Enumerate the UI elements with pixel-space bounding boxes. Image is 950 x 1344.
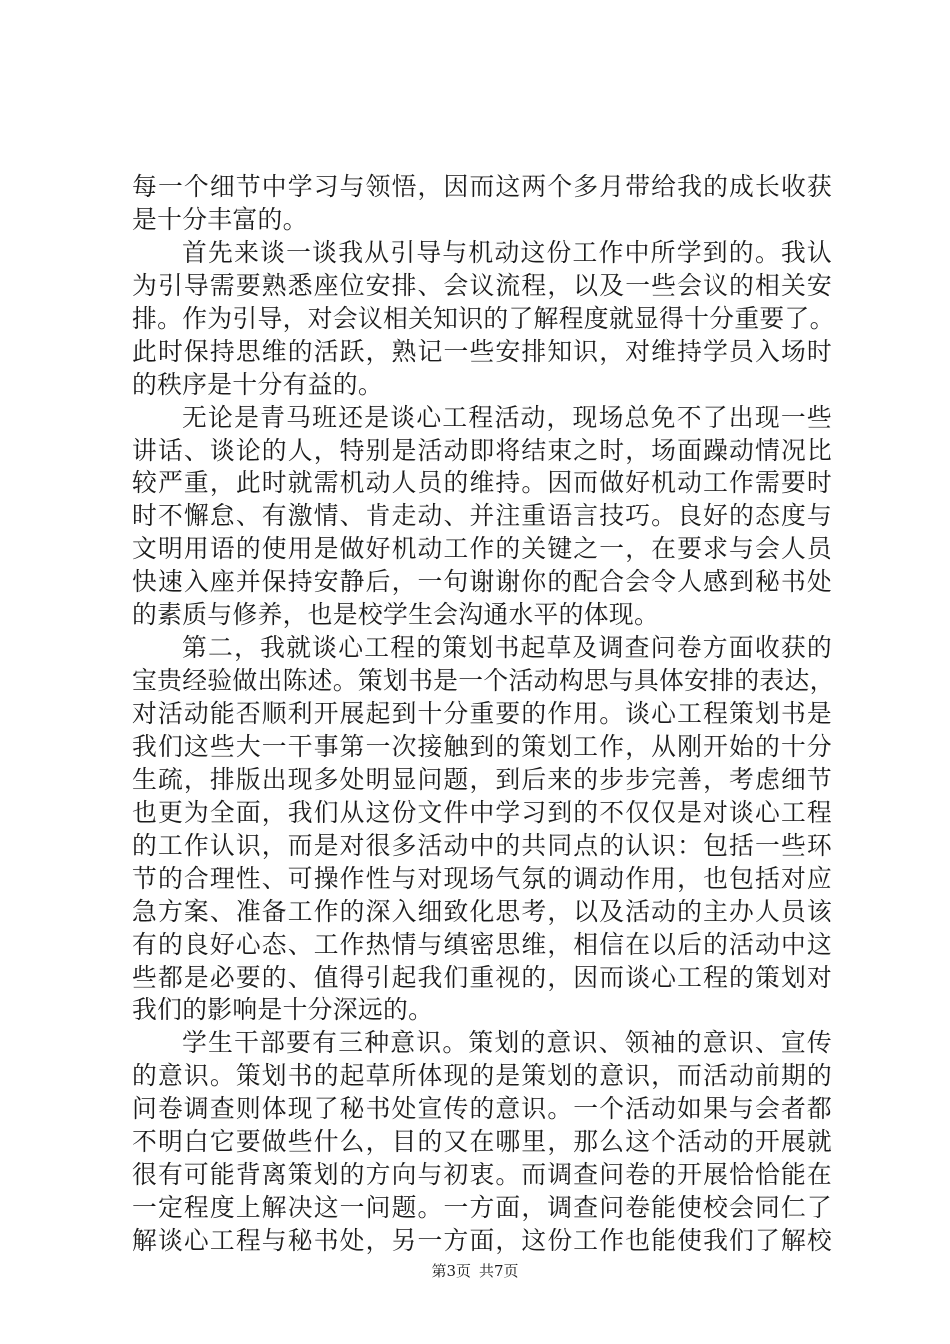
paragraph	[132, 171, 832, 237]
text-line: 时不懈怠、有激情、肯走动、并注重语言技巧。良好的态度与	[132, 501, 832, 531]
text-line: 第二，我就谈心工程的策划书起草及调查问卷方面收获的	[182, 633, 832, 663]
text-line: 无论是青马班还是谈心工程活动，现场总免不了出现一些	[182, 402, 832, 432]
text-line: 排。作为引导，对会议相关知识的了解程度就显得十分重要了。	[132, 303, 835, 333]
text-line: 我们这些大一干事第一次接触到的策划工作，从刚开始的十分	[132, 731, 832, 761]
text-line: 些都是必要的、值得引起我们重视的，因而谈心工程的策划对	[132, 962, 832, 992]
paragraph	[132, 402, 832, 633]
paragraph	[132, 1027, 832, 1258]
text-line: 也更为全面，我们从这份文件中学习到的不仅仅是对谈心工程	[132, 797, 832, 827]
text-line: 每一个细节中学习与领悟，因而这两个多月带给我的成长收获	[132, 172, 832, 201]
text-line: 有的良好心态、工作热情与缜密思维，相信在以后的活动中这	[132, 929, 832, 959]
text-line: 此时保持思维的活跃，熟记一些安排知识，对维持学员入场时	[132, 336, 832, 366]
text-line: 的意识。策划书的起草所体现的是策划的意识，而活动前期的	[132, 1061, 832, 1091]
text-line: 快速入座并保持安静后，一句谢谢你的配合会令人感到秘书处	[132, 567, 832, 597]
text-line: 生疏，排版出现多处明显问题，到后来的步步完善，考虑细节	[132, 764, 832, 794]
document-body	[132, 171, 835, 1258]
text-line: 文明用语的使用是做好机动工作的关键之一，在要求与会人员	[132, 534, 832, 564]
page-number: 第3页	[431, 1262, 471, 1280]
text-line: 是十分丰富的。	[132, 204, 308, 234]
text-line: 的工作认识，而是对很多活动中的共同点的认识：包括一些环	[132, 830, 832, 860]
text-line: 我们的影响是十分深远的。	[132, 995, 434, 1025]
text-line: 宝贵经验做出陈述。策划书是一个活动构思与具体安排的表达，	[132, 666, 835, 696]
text-line: 对活动能否顺利开展起到十分重要的作用。谈心工程策划书是	[132, 699, 832, 728]
text-line: 节的合理性、可操作性与对现场气氛的调动作用，也包括对应	[132, 863, 832, 893]
paragraph	[132, 632, 835, 1027]
text-line: 的秩序是十分有益的。	[132, 369, 383, 399]
text-line: 解谈心工程与秘书处，另一方面，这份工作也能使我们了解校	[132, 1226, 832, 1255]
text-line: 一定程度上解决这一问题。一方面，调查问卷能使校会同仁了	[132, 1193, 832, 1223]
page-footer	[0, 1262, 950, 1280]
paragraph	[132, 237, 835, 402]
text-line: 问卷调查则体现了秘书处宣传的意识。一个活动如果与会者都	[132, 1094, 832, 1124]
text-line: 为引导需要熟悉座位安排、会议流程，以及一些会议的相关安	[132, 270, 832, 300]
text-line: 较严重，此时就需机动人员的维持。因而做好机动工作需要时	[132, 468, 832, 498]
page-total: 共7页	[479, 1262, 519, 1280]
text-line: 学生干部要有三种意识。策划的意识、领袖的意识、宣传	[182, 1028, 832, 1058]
text-line: 首先来谈一谈我从引导与机动这份工作中所学到的。我认	[182, 237, 832, 267]
text-line: 的素质与修养，也是校学生会沟通水平的体现。	[132, 600, 660, 630]
text-line: 不明白它要做些什么，目的又在哪里，那么这个活动的开展就	[132, 1127, 832, 1157]
text-line: 讲话、谈论的人，特别是活动即将结束之时，场面躁动情况比	[132, 435, 832, 465]
text-line: 很有可能背离策划的方向与初衷。而调查问卷的开展恰恰能在	[132, 1160, 832, 1190]
text-line: 急方案、准备工作的深入细致化思考，以及活动的主办人员该	[132, 896, 832, 926]
